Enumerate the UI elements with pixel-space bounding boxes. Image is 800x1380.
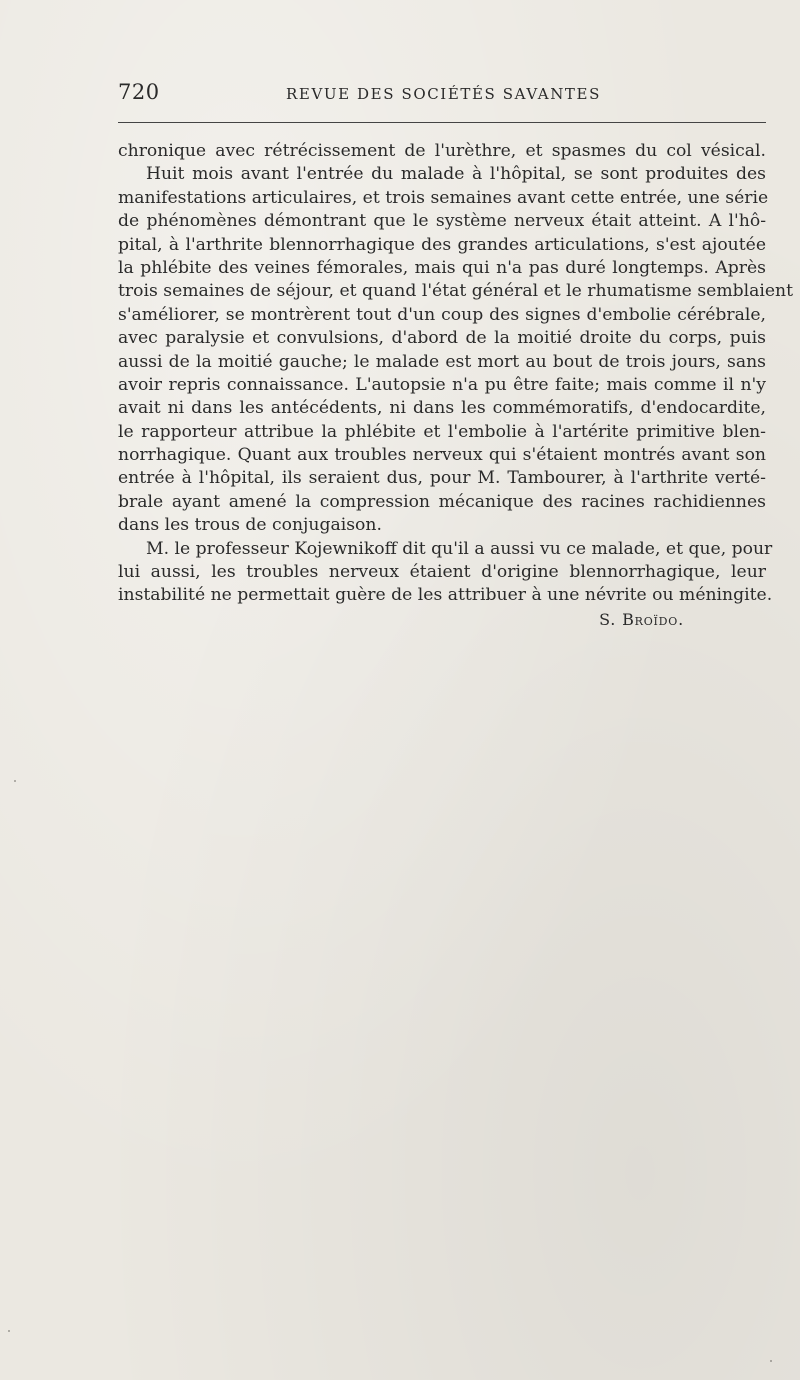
text-line: la phlébite des veines fémorales, mais qui n'a pas duré longtemps. Après	[118, 257, 766, 278]
paper-speck	[8, 1330, 10, 1332]
text-line: aussi de la moitié gauche; le malade est mort au bout de trois jours, sans	[118, 351, 766, 372]
text-line: avoir repris connaissance. L'autopsie n'a pu être faite; mais comme il n'y	[118, 374, 766, 395]
signature-initial: S.	[599, 609, 617, 629]
text-line: avec paralysie et convulsions, d'abord de la moitié droite du corps, puis	[118, 328, 766, 349]
text-line: s'améliorer, se montrèrent tout d'un coup des signes d'embolie cérébrale,	[118, 304, 766, 325]
text-line: lui aussi, les troubles nerveux étaient d'origine blennorrhagique, leur	[118, 562, 766, 583]
text-line: de phénomènes démontrant que le système nerveux était atteint. A l'hô-	[118, 211, 766, 232]
body-text	[118, 140, 794, 631]
text-line: norrhagique. Quant aux troubles nerveux qui s'étaient montrés avant son	[118, 445, 766, 466]
text-line: manifestations articulaires, et trois semaines avant cette entrée, une série	[118, 187, 769, 208]
text-line: M. le professeur Kojewnikoff dit qu'il a aussi vu ce malade, et que, pour	[146, 538, 773, 559]
text-line: entrée à l'hôpital, ils seraient dus, pour M. Tambourer, à l'arthrite verté-	[118, 468, 766, 489]
page-number: 720	[118, 80, 160, 104]
page-header	[118, 80, 766, 110]
paper-speck	[14, 780, 16, 782]
header-rule	[118, 122, 766, 123]
text-line: brale ayant amené la compression mécanique des racines rachidiennes	[118, 491, 766, 512]
text-line: dans les trous de conjugaison.	[118, 515, 382, 536]
text-line: trois semaines de séjour, et quand l'état général et le rhumatisme semblaient	[118, 281, 794, 302]
text-line: Huit mois avant l'entrée du malade à l'hôpital, se sont produites des	[146, 164, 766, 185]
paper-speck	[770, 1360, 772, 1362]
text-line: instabilité ne permettait guère de les attribuer à une névrite ou méningite.	[118, 585, 773, 606]
text-line: pital, à l'arthrite blennorrhagique des grandes articulations, s'est ajoutée	[118, 234, 766, 255]
text-line: avait ni dans les antécédents, ni dans les commémoratifs, d'endocardite,	[118, 398, 766, 419]
signature-name: Broïdo.	[622, 609, 684, 629]
text-line: chronique avec rétrécissement de l'urèthre, et spasmes du col vésical.	[118, 141, 766, 161]
signature	[118, 608, 766, 631]
running-title: REVUE DES SOCIÉTÉS SAVANTES	[286, 85, 601, 103]
text-line: le rapporteur attribue la phlébite et l'embolie à l'artérite primitive blen-	[118, 421, 766, 442]
